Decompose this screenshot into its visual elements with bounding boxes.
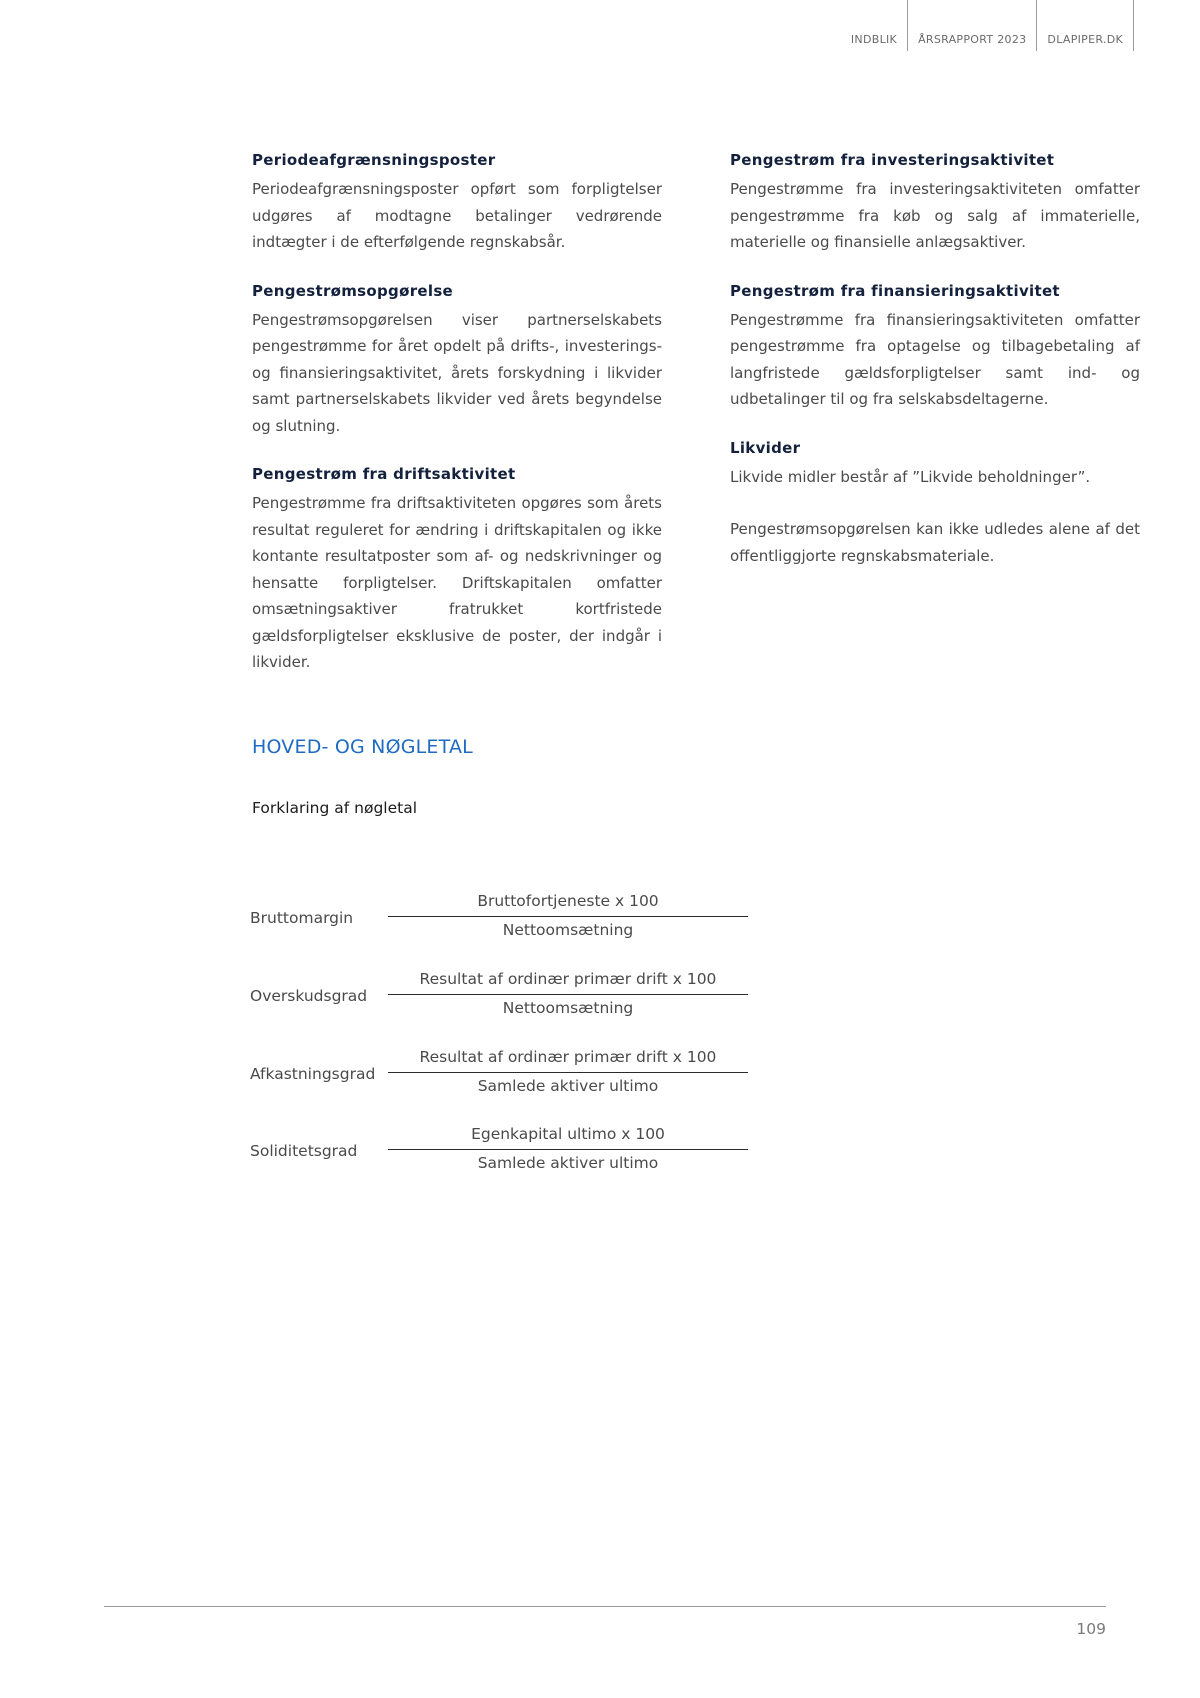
section-driftsaktivitet: [252, 464, 662, 676]
section-text: Periodeafgrænsningsposter opført som forpligtelser udgøres af modtagne betalinger vedrørende indtægter i de efterfølgende regnskabsår.: [252, 180, 662, 251]
ratio-numerator: Resultat af ordinær primær drift x 100: [419, 1048, 717, 1066]
ratio-numerator: Bruttofortjeneste x 100: [477, 892, 659, 910]
section-periodeafgraensning: [252, 150, 662, 256]
ratio-denominator: Nettoomsætning: [502, 999, 634, 1017]
section-title: Pengestrøm fra investeringsaktivitet: [730, 151, 1055, 169]
page-number: 109: [1076, 1620, 1106, 1638]
key-figures-heading: HOVED- OG NØGLETAL: [252, 736, 473, 758]
fraction-bar: [388, 916, 748, 917]
nav-item-indblik[interactable]: INDBLIK: [851, 0, 908, 51]
ratio-label: Soliditetsgrad: [250, 1142, 358, 1160]
section-pengestromsopgorelse: [252, 281, 662, 440]
ratio-afkastningsgrad: [250, 1048, 750, 1104]
section-text: Pengestrømme fra finansieringsaktiviteten omfatter pengestrømme fra optagelse og tilbagebetaling af langfristede gældsforpligtelser samt ind- og udbetalinger til og fra selskabsdeltagerne.: [730, 310, 1140, 408]
section-likvider: [730, 438, 1140, 570]
section-title: Pengestrømsopgørelse: [252, 281, 454, 300]
section-title: Pengestrøm fra finansieringsaktivitet: [730, 281, 1060, 300]
section-text: Pengestrømsopgørelsen viser partnerselskabets pengestrømme for året opdelt på drifts-, investerings- og finansieringsaktivitet, årets forskydning i likvider samt partnerselskabets likvider ved årets begyndelse og slutning.: [252, 310, 662, 435]
fraction-bar: [388, 1149, 748, 1150]
ratio-bruttomargin: [250, 892, 750, 948]
section-title: Likvider: [730, 438, 801, 457]
section-text: Pengestrømsopgørelsen kan ikke udledes alene af det offentliggjorte regnskabsmateriale.: [730, 520, 1140, 565]
ratio-denominator: Samlede aktiver ultimo: [477, 1154, 659, 1172]
ratio-denominator: Nettoomsætning: [502, 921, 634, 939]
section-title: Pengestrøm fra driftsaktivitet: [252, 465, 516, 483]
section-investeringsaktivitet: [730, 150, 1140, 256]
key-figures-subheading: Forklaring af nøgletal: [252, 799, 418, 817]
left-column: [252, 150, 662, 701]
right-column: [730, 150, 1140, 594]
footer-divider: [104, 1606, 1106, 1607]
ratio-overskudsgrad: [250, 970, 750, 1026]
ratio-numerator: Egenkapital ultimo x 100: [471, 1125, 665, 1143]
section-title: Periodeafgrænsningsposter: [252, 151, 496, 169]
fraction-bar: [388, 1072, 748, 1073]
fraction-bar: [388, 994, 748, 995]
nav-item-dlapiper[interactable]: DLAPIPER.DK: [1037, 0, 1134, 51]
section-finansieringsaktivitet: [730, 281, 1140, 413]
ratio-label: Bruttomargin: [250, 909, 354, 927]
ratio-soliditetsgrad: [250, 1125, 750, 1181]
section-text: Pengestrømme fra investeringsaktiviteten omfatter pengestrømme fra køb og salg af immaterielle, materielle og finansielle anlægsaktiver.: [730, 180, 1140, 251]
header-nav: [851, 0, 1134, 51]
ratio-denominator: Samlede aktiver ultimo: [477, 1077, 659, 1095]
ratio-label: Afkastningsgrad: [250, 1065, 376, 1083]
nav-item-arsrapport[interactable]: ÅRSRAPPORT 2023: [908, 0, 1037, 51]
section-text: Likvide midler består af ”Likvide beholdninger”.: [730, 467, 1091, 486]
ratio-numerator: Resultat af ordinær primær drift x 100: [419, 970, 717, 988]
section-text: Pengestrømme fra driftsaktiviteten opgøres som årets resultat reguleret for ændring i driftskapitalen og ikke kontante resultatposter som af- og nedskrivninger og hensatte forpligtelser. Driftskapitalen omfatter omsætningsaktiver fratrukket kortfristede gældsforpligtelser eksklusive de poster, der indgår i likvider.: [252, 494, 662, 671]
ratio-label: Overskudsgrad: [250, 987, 368, 1005]
